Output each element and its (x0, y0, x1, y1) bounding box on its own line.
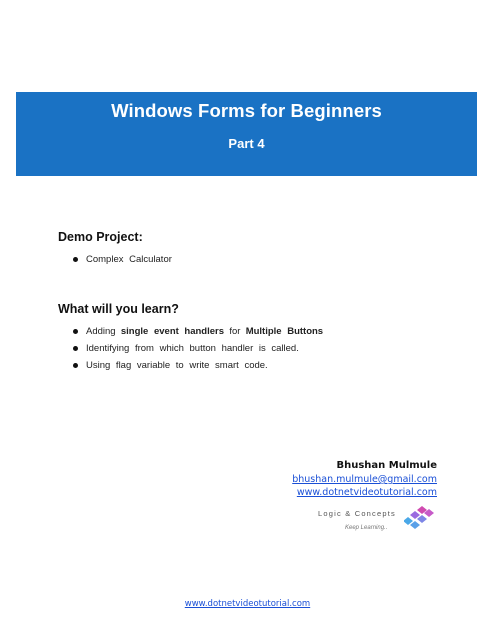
bullet-icon (73, 346, 78, 351)
logo-tagline: Keep Learning.. (345, 525, 388, 531)
author-website-link[interactable]: www.dotnetvideotutorial.com (296, 487, 437, 498)
logo-diamond-3 (410, 511, 420, 519)
demo-project-heading: Demo Project: (58, 230, 143, 244)
demo-project-list (58, 251, 172, 268)
list-item: Complex Calculator (58, 251, 172, 268)
title-banner (16, 92, 477, 176)
logo-text: Logic & Concepts (318, 509, 396, 518)
learn-heading: What will you learn? (58, 302, 179, 316)
author-email-link[interactable]: bhushan.mulmule@gmail.com (292, 474, 437, 485)
logo-diamond-4 (417, 515, 427, 523)
logo-diamond-6 (410, 521, 420, 529)
footer-website-link[interactable]: www.dotnetvideotutorial.com (184, 599, 311, 609)
author-block (292, 459, 437, 499)
author-name: Bhushan Mulmule (336, 460, 437, 471)
document-part: Part 4 (228, 136, 265, 151)
document-title: Windows Forms for Beginners (111, 100, 382, 121)
logo-diamonds-icon (404, 505, 440, 535)
list-item: Adding single event handlers for Multiple Buttons (58, 323, 323, 340)
bullet-icon (73, 257, 78, 262)
list-item: Identifying from which button handler is called. (58, 340, 323, 357)
list-item: Using flag variable to write smart code. (58, 357, 323, 374)
bullet-icon (73, 363, 78, 368)
logic-concepts-logo (318, 505, 438, 537)
learn-list (58, 323, 323, 374)
bullet-icon (73, 329, 78, 334)
